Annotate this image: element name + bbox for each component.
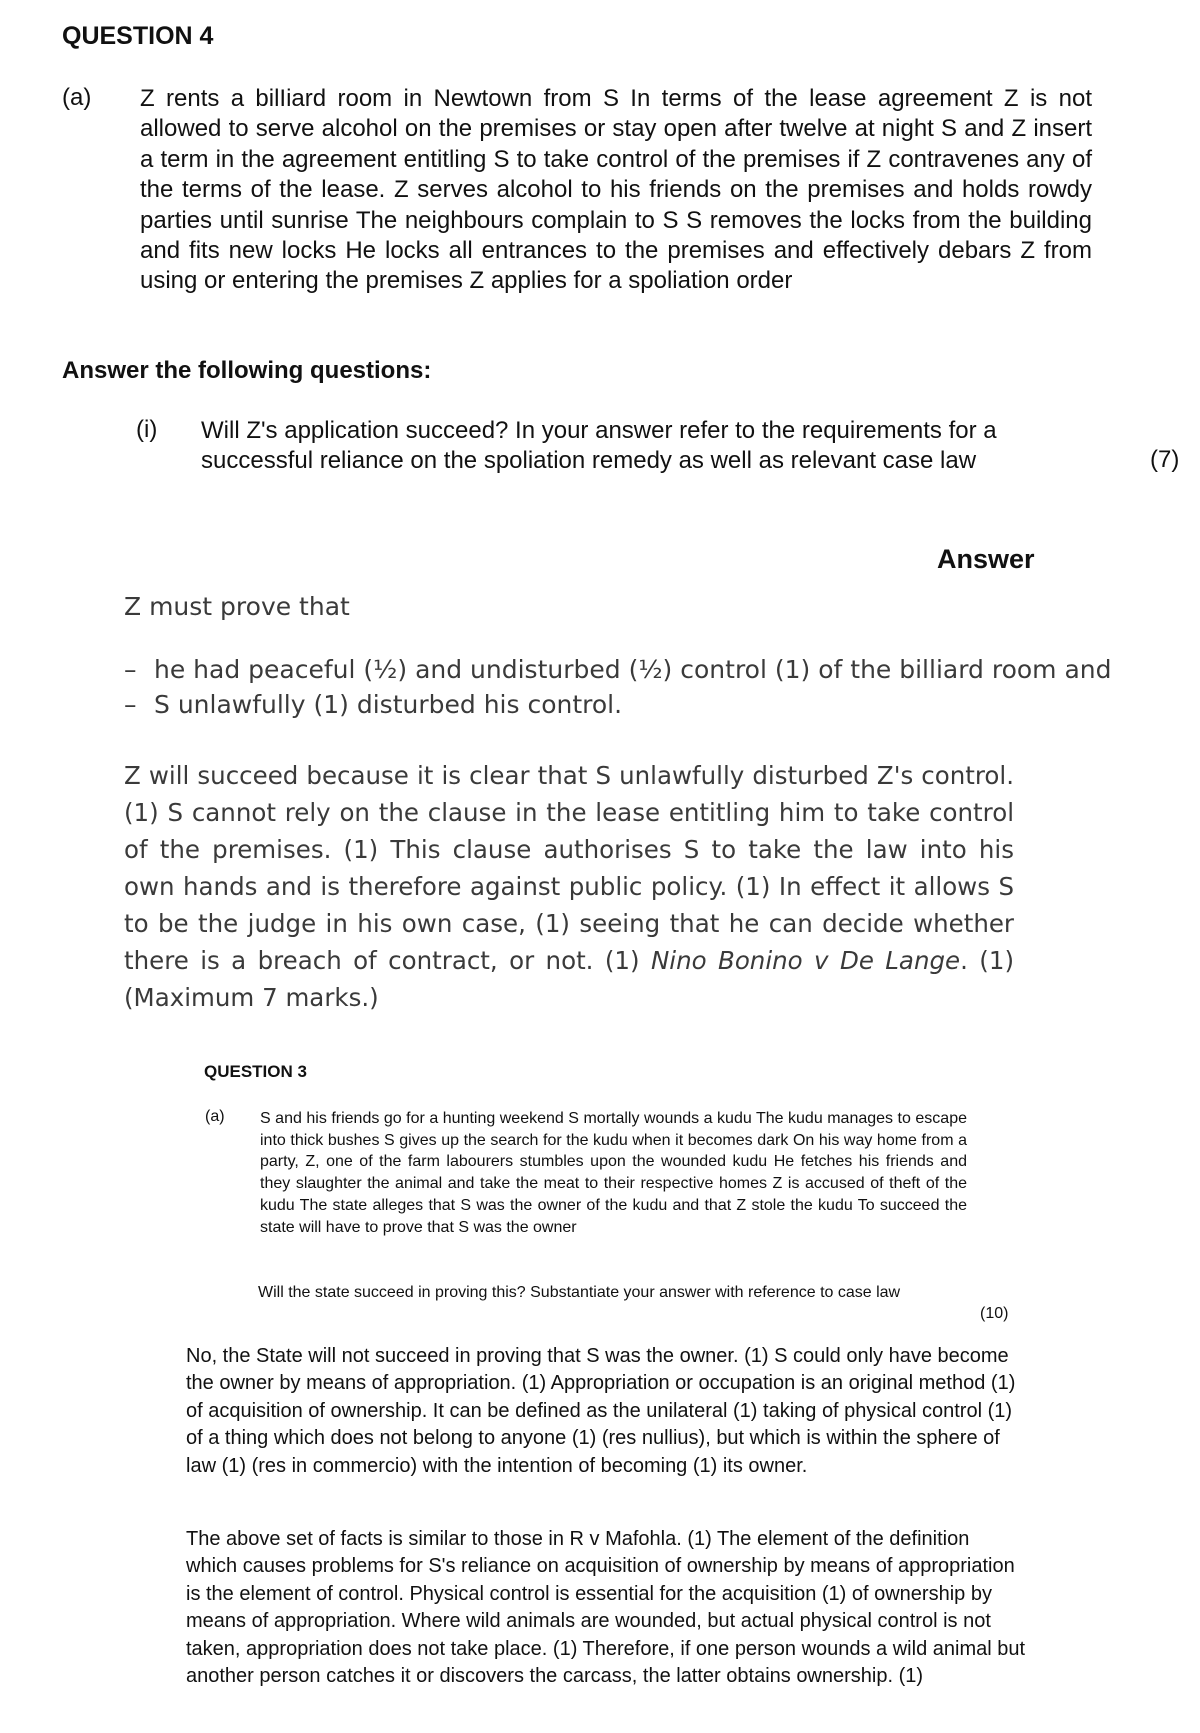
question-3-question: Will the state succeed in proving this? Substantiate your answer with reference to case law: [258, 1284, 901, 1301]
question-3-part-label: (a): [205, 1108, 225, 1125]
question-3-marks: (10): [980, 1305, 1009, 1322]
sub-question-label: (i): [136, 416, 158, 443]
answer-paragraph-main: Z will succeed because it is clear that S unlawfully disturbed Z's control. (1) S cannot rely on the clause in the lease entitling him to take control of the premises. (1) This clause authorises S to take the law into his own hands and is therefore against public policy. (1) In effect it allows S to be the judge in his own case, (1) seeing that he can decide whether there is a breach of contract, or not. (1): [124, 761, 1014, 975]
sub-question-marks: (7): [1150, 446, 1180, 473]
answer-intro: Z must prove that: [124, 592, 350, 621]
question-4-part-label: (a): [62, 84, 92, 111]
answer-heading: Answer: [937, 544, 1035, 574]
list-item: – S unlawfully (1) disturbed his control.: [124, 687, 1112, 722]
question-4-title: QUESTION 4: [62, 22, 214, 50]
sub-question-text: Will Z's application succeed? In your answer refer to the requirements for a successful reliance on the spoliation remedy as well as relevant case law: [201, 417, 997, 474]
question-3-answer-paragraph-1: No, the State will not succeed in proving that S was the owner. (1) S could only have become the owner by means of appropriation. (1) Appropriation or occupation is an original method (1) of acquisition of ownership. It can be defined as the unilateral (1) taking of physical control (1) of a thing which does not belong to anyone (1) (res nullius), but which is within the sphere of law (1) (res in commercio) with the intention of becoming (1) its owner.: [186, 1345, 1016, 1477]
case-citation: Nino Bonino v De Lange: [650, 946, 961, 975]
list-item: – he had peaceful (½) and undisturbed (½) control (1) of the billiard room and: [124, 652, 1112, 687]
answer-paragraph: [124, 757, 1014, 1016]
answer-requirements-list: [124, 652, 1112, 722]
question-3-answer-paragraph-2: The above set of facts is similar to those in R v Mafohla. (1) The element of the definition which causes problems for S's reliance on acquisition of ownership by means of appropriation is the element of control. Physical control is essential for the acquisition (1) of ownership by means of appropriation. Where wild animals are wounded, but actual physical control is not taken, appropriation does not take place. (1) Therefore, if one person wounds a wild animal but another person catches it or discovers the carcass, the latter obtains ownership. (1): [186, 1528, 1026, 1688]
question-4-scenario: Z rents a bilIiard room in Newtown from S In terms of the lease agreement Z is not allowed to serve alcohol on the premises or stay open after twelve at night S and Z insert a term in the agreement entitling S to take control of the premises if Z contravenes any of the terms of the lease. Z serves alcohol to his friends on the premises and holds rowdy parties until sunrise The neighbours complain to S S removes the locks from the building and fits new locks He locks all entrances to the premises and effectively debars Z from using or entering the premises Z applies for a spoliation order: [140, 85, 1092, 295]
answer-paragraph-tail: . (1) (Maximum 7 marks.): [124, 946, 1014, 1012]
question-3-scenario: S and his friends go for a hunting weekend S mortally wounds a kudu The kudu manages to escape into thick bushes S gives up the search for the kudu when it becomes dark On his way home from a party, Z, one of the farm labourers stumbles upon the wounded kudu He fetches his friends and they slaughter the animal and take the meat to their respective homes Z is accused of theft of the kudu The state alleges that S was the owner of the kudu and that Z stole the kudu To succeed the state will have to prove that S was the owner: [260, 1110, 967, 1236]
question-3-title: QUESTION 3: [204, 1062, 307, 1081]
instruction-heading: Answer the following questions:: [62, 357, 432, 384]
